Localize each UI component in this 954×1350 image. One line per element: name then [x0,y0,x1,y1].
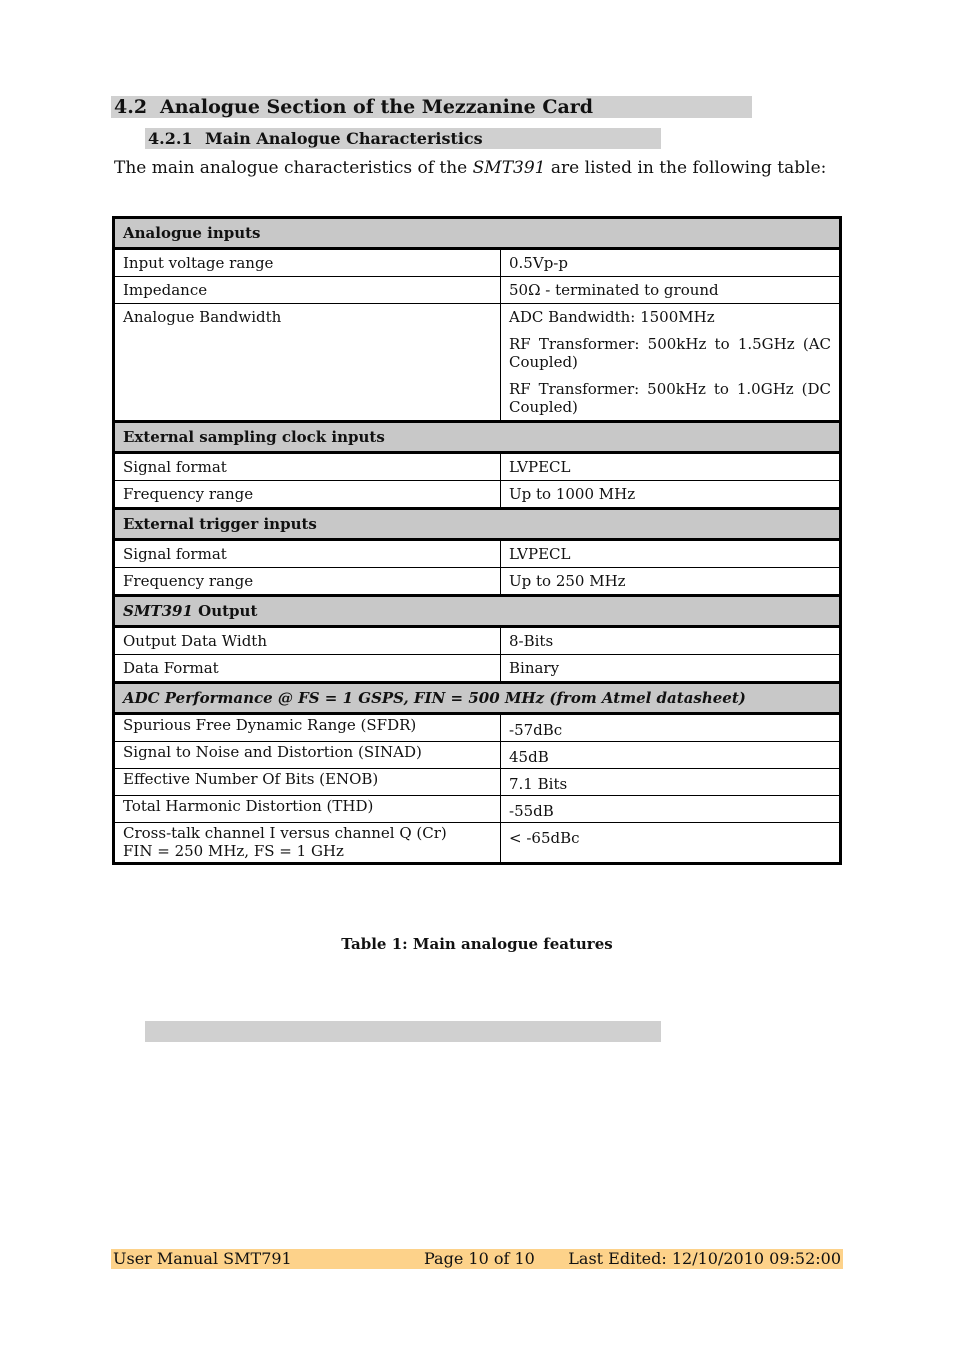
row-label: Output Data Width [114,627,501,655]
section-header: External sampling clock inputs [114,422,841,453]
footer-manual-name: User Manual SMT791 [113,1249,292,1268]
row-label: Impedance [114,277,501,304]
output-product-name: SMT391 [123,602,193,620]
subsection-number: 4.2.1 [148,129,193,148]
row-label: Signal format [114,453,501,481]
subsection-title: Main Analogue Characteristics [205,129,483,148]
section-number: 4.2 [114,96,148,118]
page-footer [111,1249,843,1269]
row-label: Analogue Bandwidth [114,304,501,422]
intro-text-after: are listed in the following table: [545,158,827,178]
table-row [114,540,841,568]
crosstalk-label-line: FIN = 250 MHz, FS = 1 GHz [123,842,344,860]
table-row [114,627,841,655]
bandwidth-line: ADC Bandwidth: 1500MHz [509,308,715,326]
row-value: -57dBc [501,714,841,742]
row-label: Frequency range [114,568,501,596]
footer-page-number: Page 10 of 10 [424,1249,535,1268]
subsection-heading [145,128,661,149]
table-row [114,769,841,796]
row-value: -55dB [501,796,841,823]
row-label: Effective Number Of Bits (ENOB) [114,769,501,796]
table-row [114,249,841,277]
section-header: Analogue inputs [114,218,841,249]
table-row [114,742,841,769]
table-row-bandwidth [114,304,841,422]
table-row [114,453,841,481]
row-value-multiline [501,304,841,422]
bandwidth-line: RF Transformer: 500kHz to 1.0GHz (DC Coupled) [509,380,831,416]
row-label: Frequency range [114,481,501,509]
table-row [114,655,841,683]
bandwidth-line: RF Transformer: 500kHz to 1.5GHz (AC Coupled) [509,335,831,371]
row-value: LVPECL [501,453,841,481]
row-value: < -65dBc [501,823,841,864]
table-caption: Table 1: Main analogue features [341,935,613,953]
intro-text-before: The main analogue characteristics of the [114,158,473,178]
section-header: External trigger inputs [114,509,841,540]
row-value: 7.1 Bits [501,769,841,796]
row-label: Signal to Noise and Distortion (SINAD) [114,742,501,769]
row-label: Signal format [114,540,501,568]
section-header: ADC Performance @ FS = 1 GSPS, FIN = 500 MHz (from Atmel datasheet) [114,683,841,714]
intro-product-name: SMT391 [472,158,546,178]
table-row [114,796,841,823]
section-header [114,596,841,627]
table-row [114,714,841,742]
row-value: 0.5Vp-p [501,249,841,277]
section-heading [111,96,752,118]
section-row-clock-inputs [114,422,841,453]
row-label: Input voltage range [114,249,501,277]
intro-paragraph [114,156,826,180]
row-label: Data Format [114,655,501,683]
row-value: Up to 1000 MHz [501,481,841,509]
row-value: Up to 250 MHz [501,568,841,596]
table-row [114,568,841,596]
footer-last-edited: Last Edited: 12/10/2010 09:52:00 [568,1249,841,1268]
section-row-analogue-inputs [114,218,841,249]
output-header-text: Output [192,602,258,620]
empty-heading-bar [145,1021,661,1042]
section-row-trigger-inputs [114,509,841,540]
table-row [114,277,841,304]
section-title: Analogue Section of the Mezzanine Card [160,96,594,118]
row-value: 45dB [501,742,841,769]
crosstalk-label-line: Cross-talk channel I versus channel Q (Cr) [123,824,447,842]
row-label: Spurious Free Dynamic Range (SFDR) [114,714,501,742]
section-row-output [114,596,841,627]
row-label: Total Harmonic Distortion (THD) [114,796,501,823]
analogue-characteristics-table [112,216,842,865]
row-value: LVPECL [501,540,841,568]
section-row-adc-performance [114,683,841,714]
row-value: 8-Bits [501,627,841,655]
row-value: 50Ω - terminated to ground [501,277,841,304]
row-label [114,823,501,864]
table-row-crosstalk [114,823,841,864]
table-row [114,481,841,509]
row-value: Binary [501,655,841,683]
